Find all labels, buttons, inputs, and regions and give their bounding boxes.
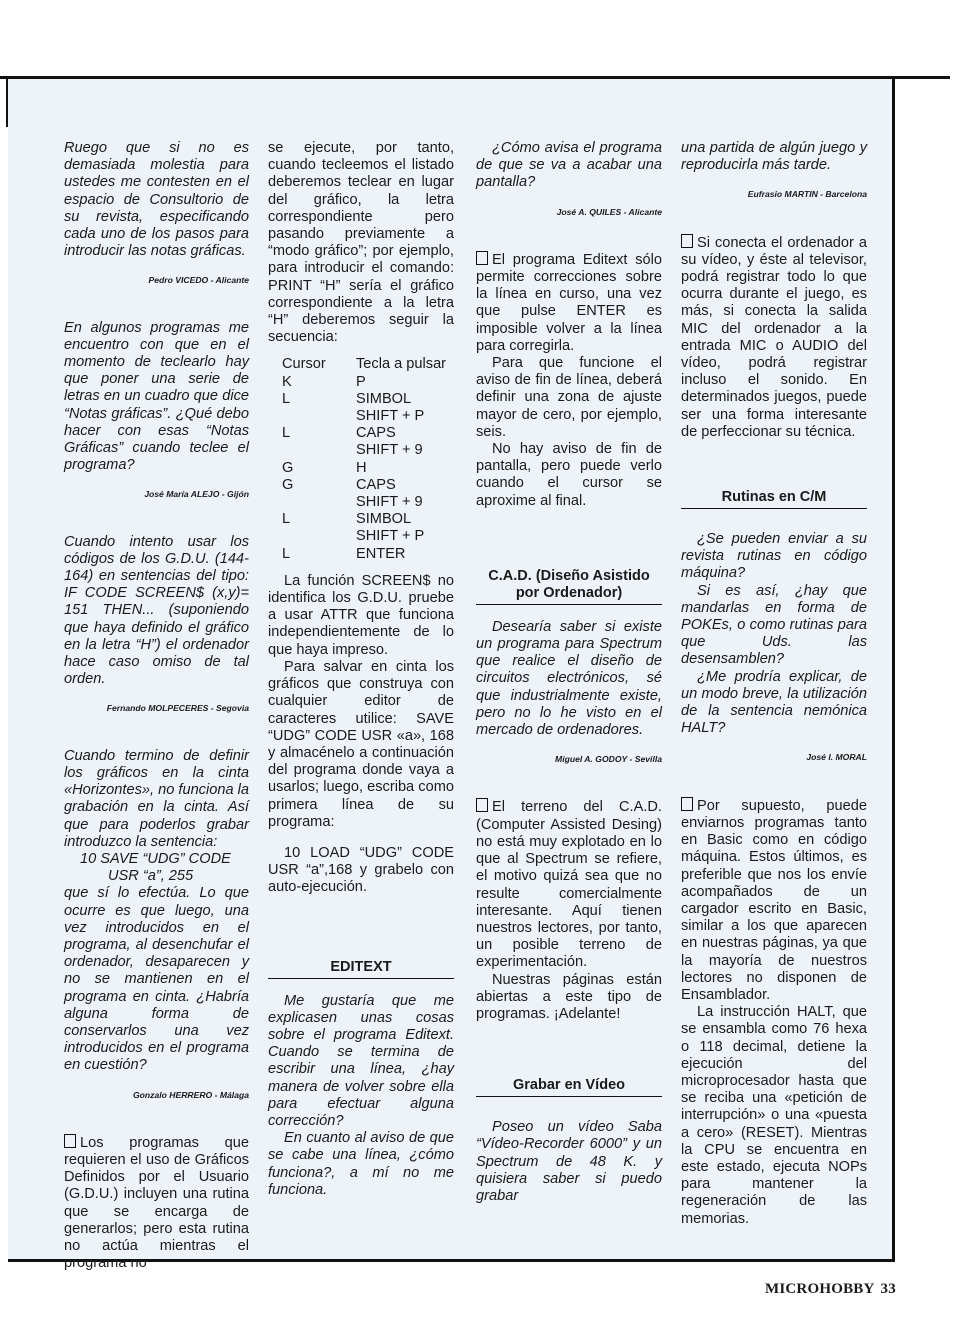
section-heading-cad <box>476 568 662 605</box>
page-footer <box>765 1281 896 1298</box>
table-cell: L <box>282 511 291 528</box>
table-cell: G <box>282 476 294 493</box>
heading-line: C.A.D. (Diseño Asistido <box>488 567 650 584</box>
table-cell <box>282 442 356 459</box>
answer-square-icon <box>476 251 488 265</box>
table-header: Cursor <box>282 356 326 373</box>
letter-text: Desearía saber si existe un programa para Spectrum que realice el diseño de circuitos electrónicos, sé que industrialmente existe, pero no lo he visto en el mercado de ordenadores. <box>476 618 662 739</box>
column-4 <box>681 140 867 1228</box>
table-cell: SIMBOL <box>356 390 412 407</box>
letter-text: que sí lo efectúa. Lo que ocurre es que luego, una vez introducidos en el programa, al desenchufar el ordenador, desaparecen y no se mantienen en el programa en cinta. ¿Habría alguna forma de conservarlos una vez introducidos en el programa en cuestión? <box>64 885 249 1074</box>
answer-text: No hay aviso de fin de pantalla, pero puede verlo cuando el cursor se aproxime al final. <box>476 441 662 509</box>
answer-text <box>64 1134 249 1273</box>
table-cell: L <box>282 425 291 442</box>
table-cell: P <box>356 373 366 390</box>
letter-signature: José María ALEJO - Gijón <box>144 489 249 500</box>
table-cell: K <box>282 373 292 390</box>
code-line: 10 SAVE “UDG” CODE <box>80 850 231 867</box>
answer-text: se ejecute, por tanto, cuando tecleemos el listado deberemos teclear en lugar del gráfico, la letra correspondiente pero pasando previamente a “modo gráfico”; por ejemplo, para introducir el comando: PRINT “H” sería el gráfico correspondiente a la letra “H” deberemos seguir la secuencia: <box>268 140 454 346</box>
table-cell <box>282 408 356 425</box>
letter-text: Cuando intento usar los códigos de los G.D.U. (144-164) en sentencias del tipo: IF CODE SCREEN$ (x,y)= 151 THEN... (suponiendo que haya definido el gráfico en la letra “H”) el ordenador hace caso omiso de tal orden. <box>64 533 249 688</box>
letter-text: En algunos programas me encuentro con que en el momento de teclearlo hay que poner una serie de letras en un cuadro que dice “Notas gráficas”. ¿Qué debo hacer con esas “Notas Gráficas” cuando teclee el programa? <box>64 319 249 474</box>
answer-body: El terreno del C.A.D. (Computer Assisted Desing) no está muy explotado en lo que al Spectrum se refiere, el motivo quizá sea que no resulte comercialmente interesante. Aquí tienen nuestros lectores, por tanto, un posible terreno de experimentación. <box>476 799 662 971</box>
letter-signature: Gonzalo HERRERO - Málaga <box>132 1089 249 1100</box>
table-cell: SHIFT + P <box>356 408 425 425</box>
answer-text: La instrucción HALT, que se ensambla como 76 hexa o 118 decimal, detiene la ejecución del microprocesador hasta que se reciba una «petición de interrupción» o una «puesta a cero» (RESET). Mientras la CPU se encuentra en este estado, ejecuta NOPs para mantener la regeneración de las memorias. <box>681 1004 867 1227</box>
table-cell: SHIFT + 9 <box>356 494 423 511</box>
table-cell: L <box>282 390 291 407</box>
answer-body: El programa Editext sólo permite correcciones sobre la línea en curso, una vez que pulse ENTER es imposible volver a la línea para corregirla. <box>476 251 662 354</box>
answer-text <box>476 798 662 971</box>
answer-body: Si conecta el ordenador a su vídeo, y éste al televisor, podrá registrar todo lo que ocurra durante el juego, es más, si conecta la salida MIC del ordenador a la entrada MIC o AUDIO del vídeo, podrá registrar incluso el sonido. En determinados juegos, puede ser una forma interesante de perfeccionar su técnica. <box>681 234 867 440</box>
heading-line: por Ordenador) <box>515 584 623 601</box>
answer-text: Nuestras páginas están abiertas a este tipo de programas. ¡Adelante! <box>476 971 662 1022</box>
table-cell <box>282 528 356 545</box>
code-line: USR “a”, 255 <box>108 868 194 885</box>
letter-text: Ruego que si no es demasiada molestia para ustedes me contesten en el espacio de Consultorio de su revista, especificando cada uno de los pasos para introducir las notas gráficas. <box>64 140 249 260</box>
answer-text: 10 LOAD “UDG” CODE USR “a”,168 y grabelo con auto-ejecución. <box>268 844 454 896</box>
section-heading-rutinas: Rutinas en C/M <box>681 489 867 509</box>
answer-square-icon <box>476 798 488 812</box>
answer-text <box>681 234 867 441</box>
column-1 <box>64 140 249 1272</box>
column-3 <box>476 140 662 1205</box>
letter-text: Me gustaría que me explicasen unas cosas sobre el programa Editext. Cuando se termina de escribir una línea, ¿hay manera de volver sobre ella para efectuar alguna corrección? <box>268 992 454 1129</box>
answer-square-icon <box>681 234 693 248</box>
answer-text <box>681 797 867 1004</box>
table-cell <box>282 494 356 511</box>
letter-signature: José I. MORAL <box>806 752 867 763</box>
letter-signature: Miguel A. GODOY - Sevilla <box>555 754 662 765</box>
answer-text: Para salvar en cinta los gráficos que construya con cualquier editor de caracteres utilice: SAVE “UDG” CODE USR «a», 168 y almacénelo a continuación del programa donde vaya a usarlos; luego, escriba como primera línea de su programa: <box>268 658 454 830</box>
letter-text: ¿Se pueden enviar a su revista rutinas en código máquina? <box>681 531 867 582</box>
answer-text <box>476 251 662 355</box>
letter-signature: Eufrasio MARTIN - Barcelona <box>747 189 867 200</box>
answer-body: Los programas que requieren el uso de Gráficos Definidos por el Usuario (G.D.U.) incluyen una rutina que se encarga de generarlos; pero esta rutina no actúa mientras el programa no <box>64 1134 249 1272</box>
table-cell: ENTER <box>356 545 406 562</box>
letter-text: ¿Cómo avisa el programa de que se va a acabar una pantalla? <box>476 140 662 191</box>
section-heading-editext: EDITEXT <box>268 959 454 979</box>
table-cell: SHIFT + 9 <box>356 442 423 459</box>
letter-text: ¿Me prodría explicar, de un modo breve, la utilización de la sentencia nemónica HALT? <box>681 668 867 737</box>
table-cell: CAPS <box>356 476 396 493</box>
table-cell: SIMBOL <box>356 511 412 528</box>
letter-signature: Pedro VICEDO - Alicante <box>148 275 249 286</box>
table-cell: H <box>356 459 367 476</box>
key-sequence-table <box>282 356 454 562</box>
table-cell: CAPS <box>356 425 396 442</box>
answer-text: La función SCREEN$ no identifica los G.D.U. pruebe a usar ATTR que funciona independientemente de lo que haya impreso. <box>268 572 454 658</box>
letter-text: Cuando termino de definir los gráficos en la cinta «Horizontes», no funciona la grabación en la cinta. Así que para poderlos grabar introduzco la sentencia: <box>64 747 249 850</box>
letter-text: Si es así, ¿hay que mandarlas en forma de POKEs, o como rutinas para que Uds. las desensamblen? <box>681 582 867 668</box>
table-header: Tecla a pulsar <box>356 356 447 373</box>
table-cell: G <box>282 459 294 476</box>
answer-square-icon <box>681 797 693 811</box>
table-cell: L <box>282 545 291 562</box>
column-2 <box>268 140 454 1199</box>
letter-signature: José A. QUILES - Alicante <box>556 206 662 217</box>
answer-text: Para que funcione el aviso de fin de línea, deberá definir una zona de ajuste mayor de cero, por ejemplo, seis. <box>476 355 662 440</box>
letter-text: Poseo un vídeo Saba “Vídeo-Recorder 6000” y un Spectrum de 48 K. y quisiera saber si puedo grabar <box>476 1119 662 1204</box>
answer-square-icon <box>64 1134 76 1148</box>
letter-signature: Fernando MOLPECERES - Segovia <box>106 703 249 714</box>
table-cell: SHIFT + P <box>356 528 425 545</box>
magazine-name: MICROHOBBY <box>765 1281 875 1297</box>
letter-text: una partida de algún juego y reproducirla más tarde. <box>681 140 867 174</box>
section-heading-video: Grabar en Vídeo <box>476 1077 662 1097</box>
answer-body: Por supuesto, puede enviarnos programas tanto en Basic como en código máquina. Estos últimos, es preferible que nos los envíe acompañados de un cargador escrito en Basic, similar a los que aparecen en nuestras páginas, ya que la mayoría de nuestros lectores no disponen de Ensamblador. <box>681 797 867 1003</box>
page-number: 33 <box>880 1281 896 1297</box>
letter-text: En cuanto al aviso de que se cabe una línea, ¿cómo funciona?, a mí no me funciona. <box>268 1130 454 1198</box>
